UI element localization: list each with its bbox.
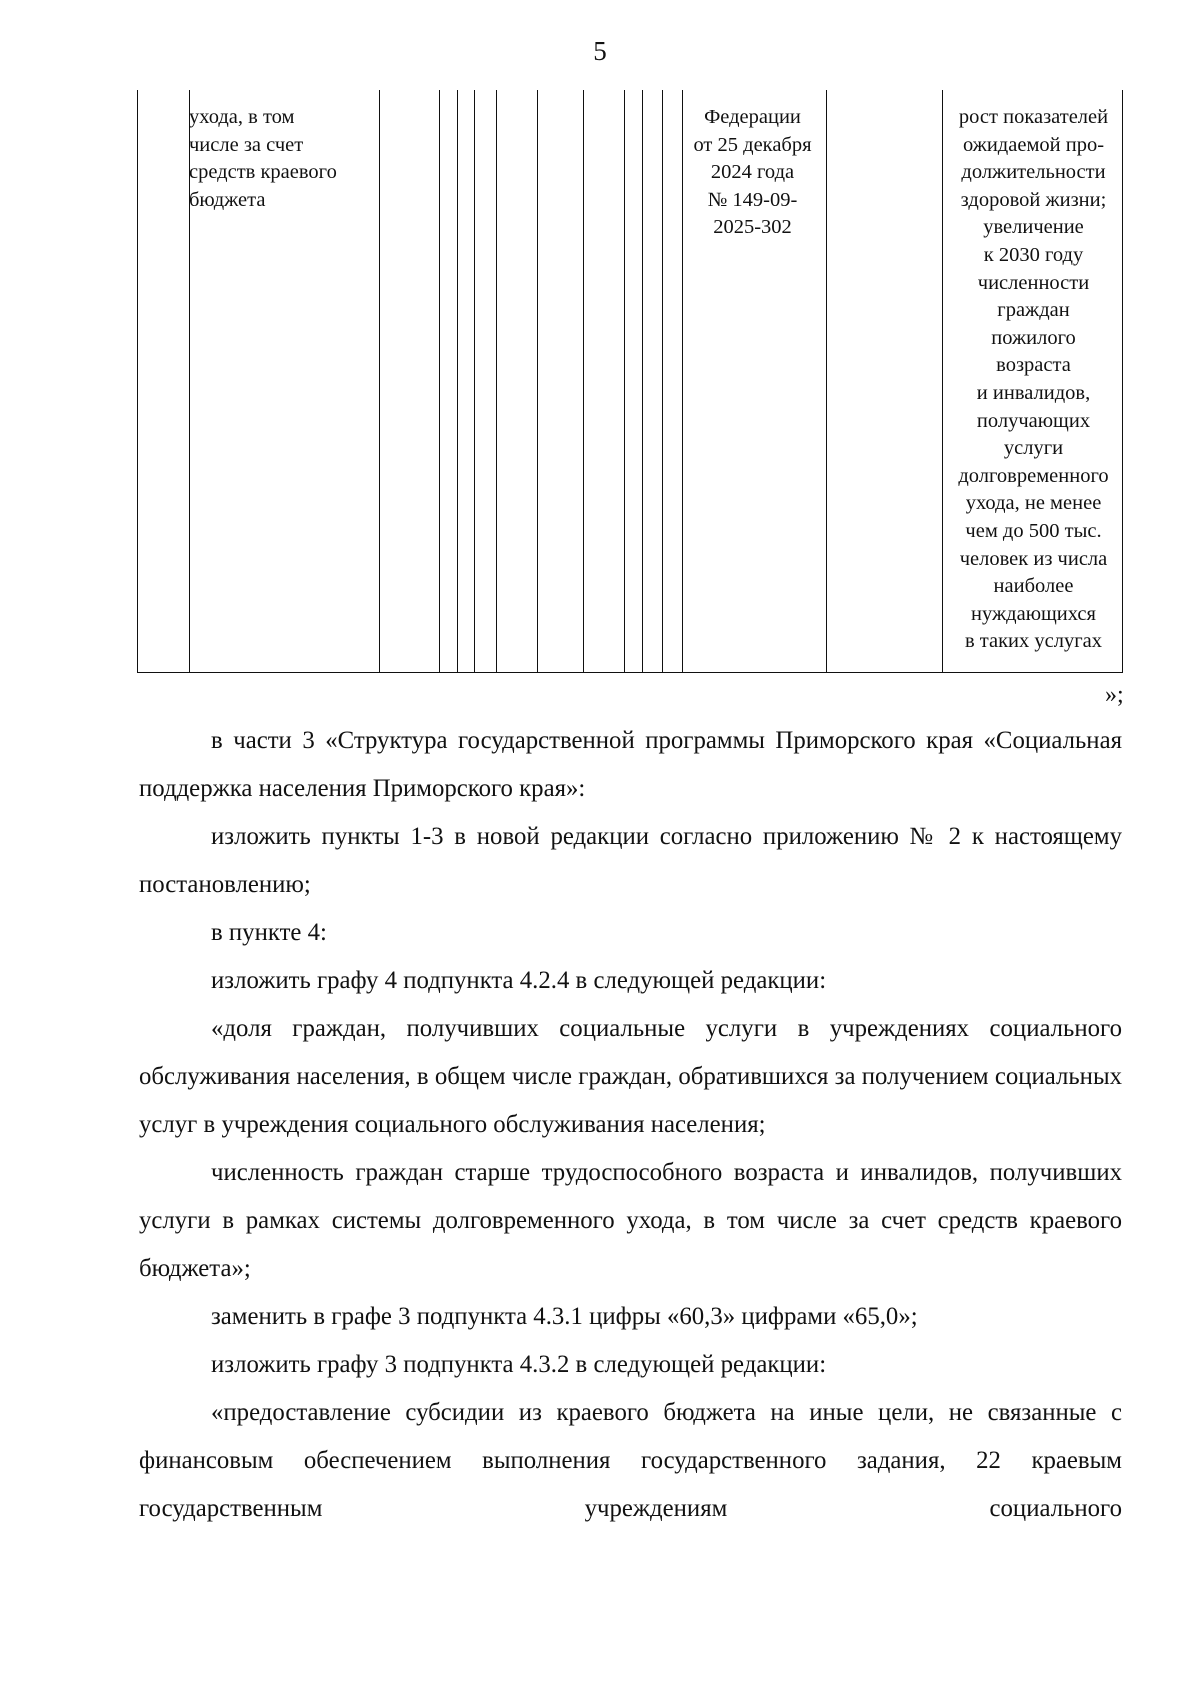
cell-line: средств краевого <box>189 161 337 184</box>
table-cell-goals <box>944 104 1123 656</box>
column-divider <box>642 90 643 673</box>
paragraph: «предоставление субсидии из краевого бюджета на иные цели, не связанные с финансовым обеспечением выполнения государственного задания, 22 краевым государственным учреждениям социального <box>139 1399 1122 1522</box>
cell-line: ухода, не менее <box>965 492 1102 515</box>
column-divider <box>379 90 380 673</box>
cell-line: к 2030 году <box>983 243 1084 266</box>
body-text <box>139 717 1122 1533</box>
column-divider <box>662 90 663 673</box>
column-divider <box>474 90 475 673</box>
cell-line: нуждающихся <box>971 602 1096 625</box>
paragraph: заменить в графе 3 подпункта 4.3.1 цифры «60,3» цифрами «65,0»; <box>211 1303 918 1330</box>
cell-line: увеличение <box>983 216 1084 239</box>
cell-line: Федерации <box>704 106 801 128</box>
cell-line: получающих <box>976 409 1091 432</box>
column-divider <box>457 90 458 673</box>
cell-line: наиболее <box>993 575 1074 598</box>
column-divider <box>496 90 497 673</box>
cell-line: от 25 декабря <box>693 133 812 156</box>
cell-line: рост показателей <box>958 106 1109 128</box>
cell-line: 2024 года <box>710 161 795 184</box>
column-divider <box>537 90 538 673</box>
paragraph: изложить пункты 1-3 в новой редакции согласно приложению № 2 к настоящему постановлению; <box>139 823 1122 898</box>
cell-line: и инвалидов, <box>976 381 1091 404</box>
column-divider <box>942 90 943 673</box>
paragraph: изложить графу 4 подпункта 4.2.4 в следующей редакции: <box>211 967 827 994</box>
paragraph: в пункте 4: <box>211 919 327 946</box>
cell-line: человек из числа <box>959 547 1108 570</box>
cell-line: должительности <box>961 161 1106 184</box>
cell-line: ухода, в том <box>189 106 295 128</box>
page-number: 5 <box>593 36 607 66</box>
column-divider <box>583 90 584 673</box>
paragraph: «доля граждан, получивших социальные услуги в учреждениях социального обслуживания населения, в общем числе граждан, обратившихся за получением социальных услуг в учреждения социального обслуживания населения; <box>139 1015 1122 1138</box>
paragraph: изложить графу 3 подпункта 4.3.2 в следующей редакции: <box>211 1351 827 1378</box>
column-divider <box>624 90 625 673</box>
column-divider <box>826 90 827 673</box>
cell-line: № 149-09- <box>707 188 798 211</box>
cell-line: долговременного <box>958 464 1109 487</box>
table-cell-program-name <box>189 104 379 214</box>
cell-line: здоровой жизни; <box>960 188 1107 211</box>
paragraph: в части 3 «Структура государственной программы Приморского края «Социальная поддержка населения Приморского края»: <box>139 727 1122 802</box>
cell-line: численности <box>977 271 1090 294</box>
cell-line: чем до 500 тыс. <box>965 519 1102 542</box>
closing-quote: »; <box>1105 682 1124 708</box>
cell-line: бюджета <box>189 188 266 211</box>
column-divider <box>439 90 440 673</box>
paragraph: численность граждан старше трудоспособного возраста и инвалидов, получивших услуги в рамках системы долговременного ухода, в том числе за счет средств краевого бюджета»; <box>139 1159 1122 1282</box>
cell-line: услуги <box>1003 437 1064 460</box>
cell-line: числе за счет <box>189 133 304 156</box>
cell-line: граждан <box>997 299 1070 322</box>
cell-line: возраста <box>996 354 1071 377</box>
cell-line: ожидаемой про- <box>962 133 1105 156</box>
table-fragment <box>137 90 1123 675</box>
cell-line: пожилого <box>991 326 1076 349</box>
table-cell-agreement <box>680 104 825 242</box>
cell-line: 2025-302 <box>713 216 792 239</box>
cell-line: в таких услугах <box>964 630 1102 653</box>
